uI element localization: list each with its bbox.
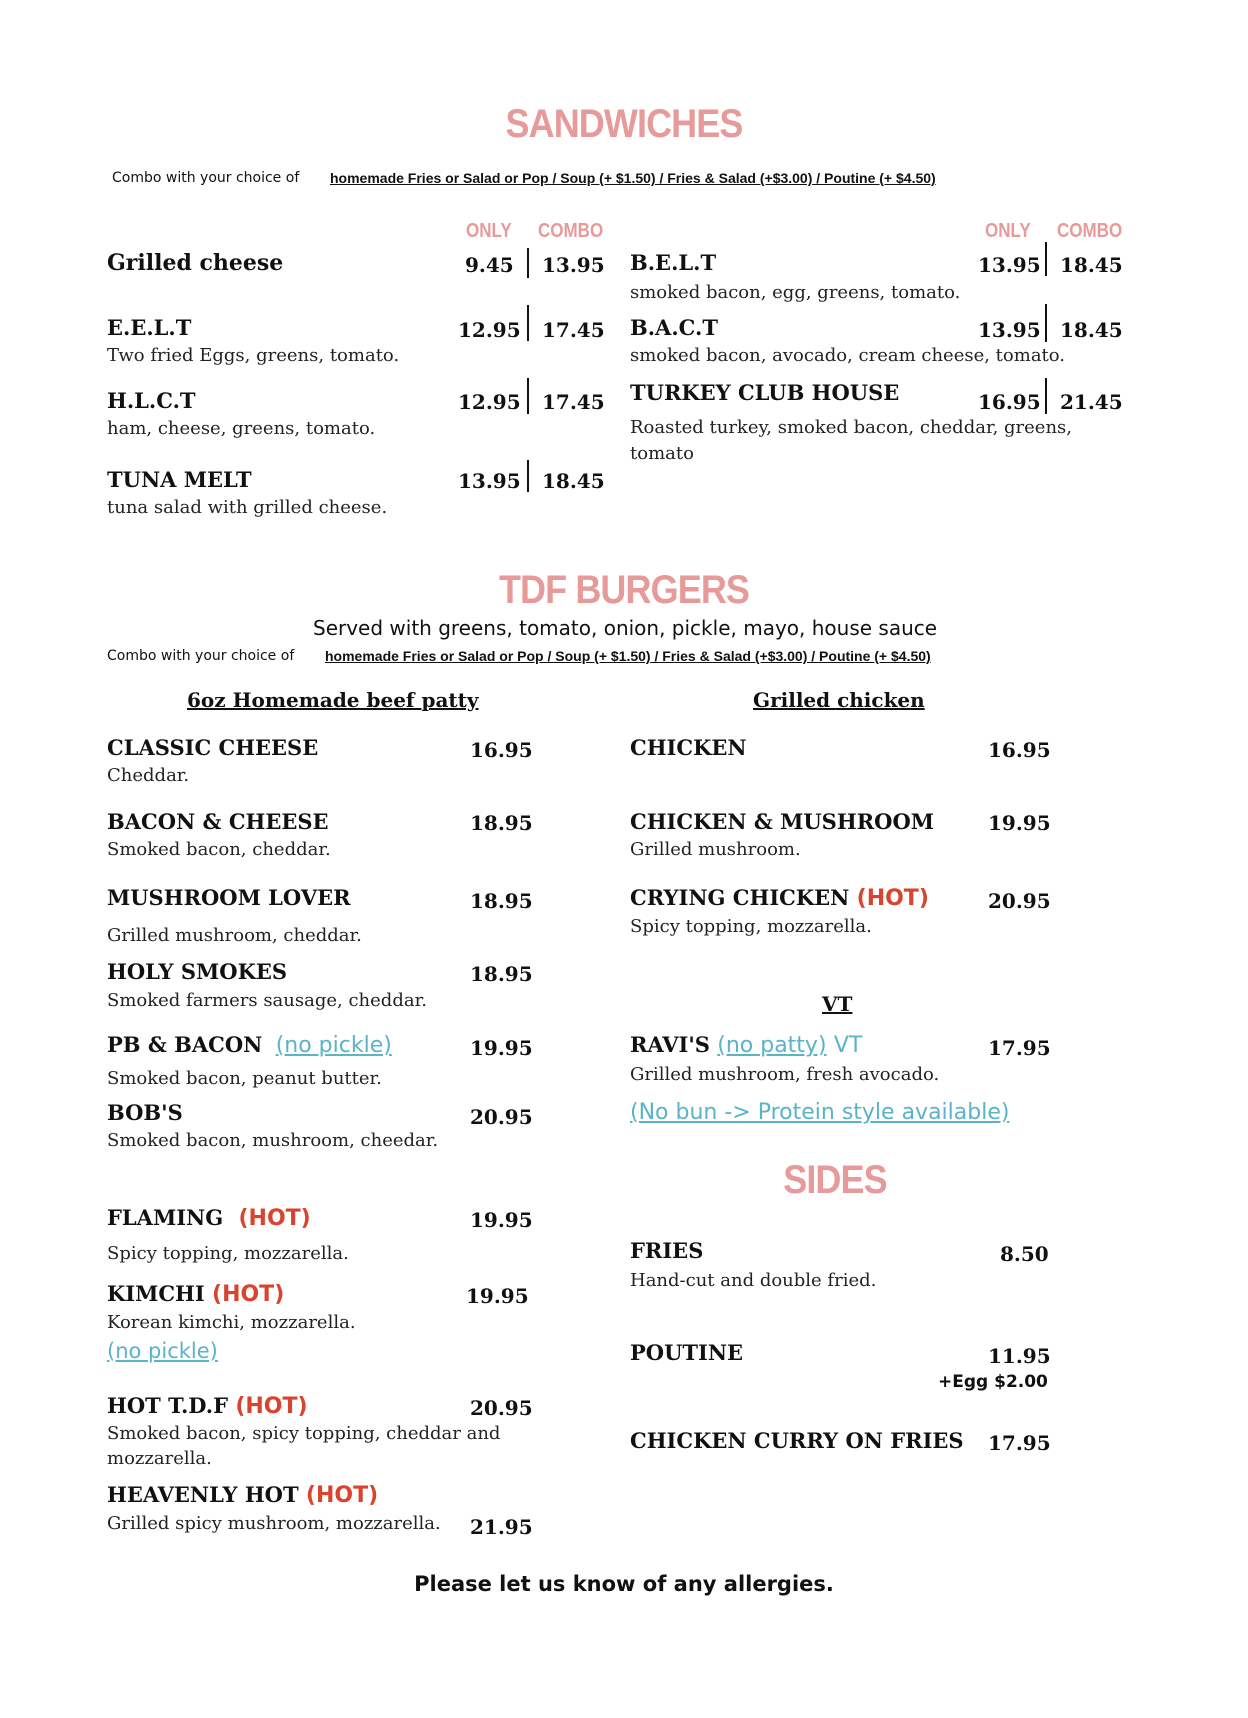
burger-combo-options: homemade Fries or Salad or Pop / Soup (+ $1.50) / Fries & Salad (+$3.00) / Poutine (+ $4.50) bbox=[325, 648, 931, 664]
price-divider bbox=[527, 305, 529, 341]
burger-name bbox=[107, 1393, 308, 1419]
sandwich-name: E.E.L.T bbox=[107, 315, 192, 340]
burger-name-text: HEAVENLY HOT bbox=[107, 1482, 299, 1507]
side-price: 8.50 bbox=[1000, 1242, 1049, 1266]
burger-desc: Smoked farmers sausage, cheddar. bbox=[107, 990, 427, 1011]
hot-tag: (HOT) bbox=[212, 1282, 285, 1307]
price-combo: 13.95 bbox=[542, 253, 605, 277]
burger-price: 19.95 bbox=[466, 1284, 529, 1308]
price-combo: 18.45 bbox=[1060, 318, 1123, 342]
price-only: 12.95 bbox=[458, 318, 521, 342]
burger-name-text: RAVI'S bbox=[630, 1032, 710, 1057]
burger-desc: Spicy topping, mozzarella. bbox=[630, 916, 872, 937]
sandwich-name: H.L.C.T bbox=[107, 388, 196, 413]
burgers-title: TDF BURGERS bbox=[498, 568, 750, 612]
burger-price: 19.95 bbox=[470, 1036, 533, 1060]
burger-name: CLASSIC CHEESE bbox=[107, 735, 319, 760]
sandwiches-title: SANDWICHES bbox=[505, 102, 743, 146]
allergy-notice: Please let us know of any allergies. bbox=[414, 1572, 834, 1596]
burger-desc: Smoked bacon, peanut butter. bbox=[107, 1068, 382, 1089]
burger-name-text: CRYING CHICKEN bbox=[630, 885, 850, 910]
burger-price: 19.95 bbox=[470, 1208, 533, 1232]
col-combo-left: COMBO bbox=[538, 220, 604, 242]
side-desc: Hand-cut and double fried. bbox=[630, 1270, 877, 1291]
side-name: CHICKEN CURRY ON FRIES bbox=[630, 1428, 964, 1453]
side-name: FRIES bbox=[630, 1238, 704, 1263]
sandwich-desc: smoked bacon, egg, greens, tomato. bbox=[630, 282, 961, 303]
burger-desc: Spicy topping, mozzarella. bbox=[107, 1243, 349, 1264]
sandwich-name: Grilled cheese bbox=[107, 250, 284, 276]
burger-name-text: HOT T.D.F bbox=[107, 1393, 228, 1418]
sandwich-name: B.E.L.T bbox=[630, 250, 717, 275]
sandwich-combo-options: homemade Fries or Salad or Pop / Soup (+ $1.50) / Fries & Salad (+$3.00) / Poutine (+ $4.50) bbox=[330, 170, 936, 186]
burger-name bbox=[630, 1032, 862, 1058]
burger-desc: Grilled mushroom, cheddar. bbox=[107, 925, 362, 946]
burger-desc: Smoked bacon, mushroom, cheedar. bbox=[107, 1130, 439, 1151]
price-combo: 18.45 bbox=[542, 469, 605, 493]
side-name: POUTINE bbox=[630, 1340, 744, 1365]
price-only: 16.95 bbox=[978, 390, 1041, 414]
burger-desc: Grilled mushroom, fresh avocado. bbox=[630, 1064, 940, 1085]
beef-heading: 6oz Homemade beef patty bbox=[187, 688, 479, 712]
vt-tag: VT bbox=[833, 1033, 863, 1058]
burger-price: 18.95 bbox=[470, 889, 533, 913]
burger-name-text: KIMCHI bbox=[107, 1281, 205, 1306]
burger-name-text: FLAMING bbox=[107, 1205, 224, 1230]
burger-desc: Grilled mushroom. bbox=[630, 839, 801, 860]
burger-price: 20.95 bbox=[470, 1396, 533, 1420]
hot-tag: (HOT) bbox=[235, 1394, 308, 1419]
burger-price: 19.95 bbox=[988, 811, 1051, 835]
burger-name: CHICKEN bbox=[630, 735, 747, 760]
no-bun-note: (No bun -> Protein style available) bbox=[630, 1100, 1010, 1125]
price-combo: 17.45 bbox=[542, 390, 605, 414]
sandwich-desc: Two fried Eggs, greens, tomato. bbox=[107, 345, 400, 366]
price-only: 13.95 bbox=[978, 253, 1041, 277]
chicken-heading: Grilled chicken bbox=[753, 688, 925, 712]
burger-desc: Smoked bacon, spicy topping, cheddar and bbox=[107, 1423, 501, 1444]
burger-desc: Korean kimchi, mozzarella. bbox=[107, 1312, 356, 1333]
sandwich-desc: tomato bbox=[630, 443, 694, 464]
burger-price: 17.95 bbox=[988, 1036, 1051, 1060]
price-combo: 18.45 bbox=[1060, 253, 1123, 277]
no-pickle-note: (no pickle) bbox=[107, 1339, 218, 1363]
burger-name bbox=[630, 885, 929, 911]
burger-desc: mozzarella. bbox=[107, 1448, 212, 1469]
price-divider bbox=[1045, 378, 1047, 414]
burger-price: 18.95 bbox=[470, 811, 533, 835]
no-patty-note: (no patty) bbox=[717, 1033, 827, 1058]
burger-price: 16.95 bbox=[470, 738, 533, 762]
price-divider bbox=[1045, 242, 1047, 276]
egg-extra: +Egg $2.00 bbox=[938, 1372, 1048, 1392]
sandwich-desc: smoked bacon, avocado, cream cheese, tomato. bbox=[630, 345, 1066, 366]
sandwich-name: TUNA MELT bbox=[107, 467, 252, 492]
burger-name: BOB'S bbox=[107, 1100, 183, 1125]
burger-price: 20.95 bbox=[470, 1105, 533, 1129]
burger-price: 16.95 bbox=[988, 738, 1051, 762]
price-combo: 17.45 bbox=[542, 318, 605, 342]
burger-price: 20.95 bbox=[988, 889, 1051, 913]
burger-desc: Cheddar. bbox=[107, 765, 190, 786]
sandwich-name: TURKEY CLUB HOUSE bbox=[630, 380, 900, 405]
burger-name: CHICKEN & MUSHROOM bbox=[630, 809, 934, 834]
col-only-left: ONLY bbox=[466, 220, 512, 242]
price-only: 12.95 bbox=[458, 390, 521, 414]
sandwich-combo-prefix: Combo with your choice of bbox=[112, 170, 300, 186]
col-only-right: ONLY bbox=[985, 220, 1031, 242]
sandwich-name: B.A.C.T bbox=[630, 315, 718, 340]
burger-name bbox=[107, 1281, 284, 1307]
burger-name: BACON & CHEESE bbox=[107, 809, 329, 834]
burger-name: MUSHROOM LOVER bbox=[107, 885, 351, 910]
burger-name: HOLY SMOKES bbox=[107, 959, 287, 984]
side-price: 17.95 bbox=[988, 1431, 1051, 1455]
burgers-served-with: Served with greens, tomato, onion, pickle, mayo, house sauce bbox=[313, 616, 938, 640]
burger-name bbox=[107, 1482, 378, 1508]
vt-heading: VT bbox=[822, 992, 853, 1016]
burger-desc: Smoked bacon, cheddar. bbox=[107, 839, 331, 860]
burger-combo-prefix: Combo with your choice of bbox=[107, 648, 295, 664]
sandwich-desc: ham, cheese, greens, tomato. bbox=[107, 418, 376, 439]
hot-tag: (HOT) bbox=[305, 1483, 379, 1508]
price-divider bbox=[1045, 304, 1047, 342]
sides-title: SIDES bbox=[783, 1158, 887, 1202]
hot-tag: (HOT) bbox=[238, 1206, 311, 1231]
col-combo-right: COMBO bbox=[1057, 220, 1123, 242]
burger-desc: Grilled spicy mushroom, mozzarella. bbox=[107, 1513, 441, 1534]
burger-price: 21.95 bbox=[470, 1515, 533, 1539]
price-only: 9.45 bbox=[465, 253, 514, 277]
hot-tag: (HOT) bbox=[856, 886, 929, 911]
side-price: 11.95 bbox=[988, 1344, 1051, 1368]
no-pickle-note: (no pickle) bbox=[275, 1033, 392, 1058]
burger-name bbox=[107, 1032, 392, 1058]
price-combo: 21.45 bbox=[1060, 390, 1123, 414]
burger-price: 18.95 bbox=[470, 962, 533, 986]
price-divider bbox=[527, 378, 529, 414]
price-only: 13.95 bbox=[458, 469, 521, 493]
sandwich-desc: Roasted turkey, smoked bacon, cheddar, greens, bbox=[630, 417, 1073, 438]
price-divider bbox=[527, 460, 529, 492]
burger-name-text: PB & BACON bbox=[107, 1032, 263, 1057]
burger-name bbox=[107, 1205, 311, 1231]
price-only: 13.95 bbox=[978, 318, 1041, 342]
sandwich-desc: tuna salad with grilled cheese. bbox=[107, 497, 388, 518]
price-divider bbox=[527, 248, 529, 278]
